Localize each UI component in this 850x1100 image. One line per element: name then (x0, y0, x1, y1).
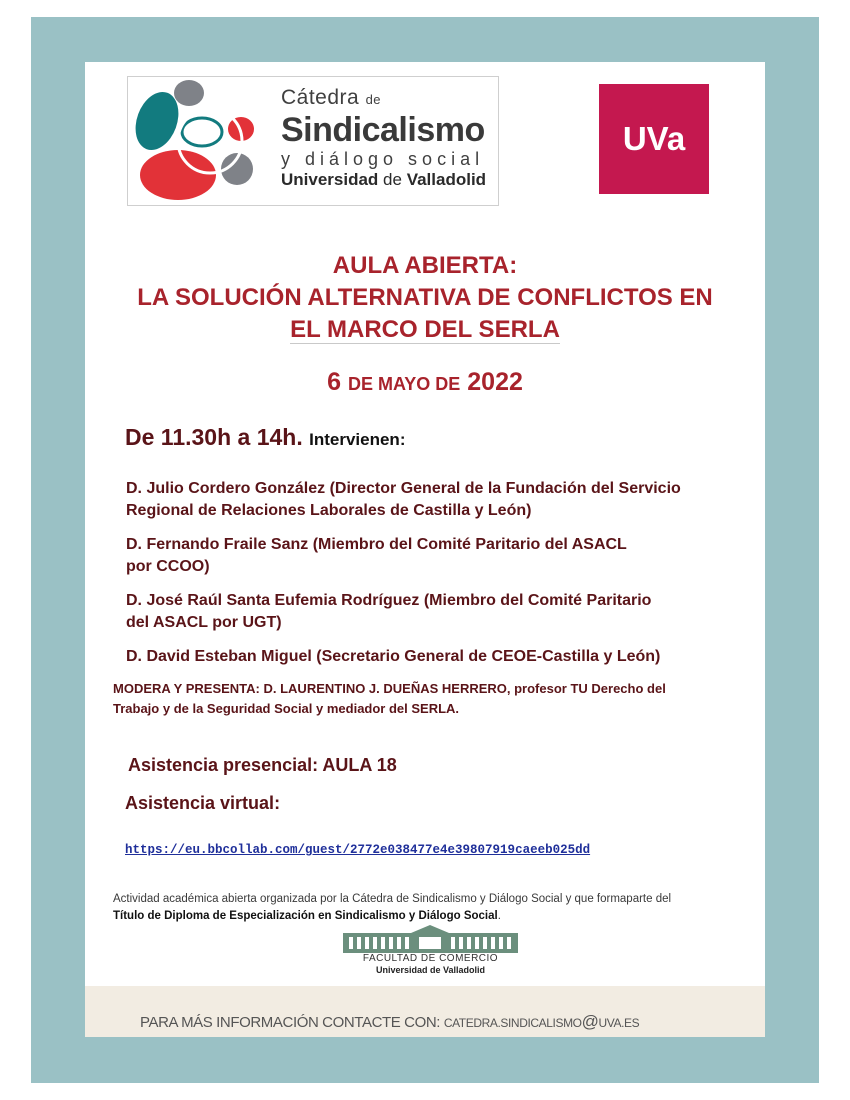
speaker-line: D. David Esteban Miguel (Secretario General de CEOE-Castilla y León) (126, 648, 661, 665)
date-day: 6 (327, 368, 341, 396)
speaker-line: por CCOO) (126, 558, 210, 575)
speaker-item (126, 478, 681, 522)
logo-line2: Sindicalismo (281, 111, 485, 149)
moderator-line: MODERA Y PRESENTA: D. LAURENTINO J. DUEÑAS HERRERO, profesor TU Derecho del (113, 681, 666, 696)
activity-text: Actividad académica abierta organizada por la Cátedra de Sindicalismo y Diálogo Social y que formaparte del (113, 893, 672, 905)
faculty-name: FACULTAD DE COMERCIO (362, 953, 499, 964)
catedra-logo-icon (128, 77, 278, 205)
title-line3-wrap (85, 316, 765, 344)
schedule (125, 424, 405, 451)
contact-label: PARA MÁS INFORMACIÓN CONTACTE CON: (140, 1014, 441, 1031)
date-month: DE MAYO DE (347, 374, 461, 394)
contact-email-at[interactable]: @ (581, 1012, 599, 1031)
contact-email-domain[interactable]: UVA.ES (598, 1016, 640, 1030)
speaker-item (126, 590, 651, 634)
moderator-line: Trabajo y de la Seguridad Social y mediador del SERLA. (113, 701, 460, 716)
attendance-virtual: Asistencia virtual: (125, 793, 281, 813)
catedra-logo-text (281, 87, 486, 191)
contact-line (140, 1012, 639, 1032)
logo-line3: y diálogo social (281, 149, 485, 169)
catedra-logo (127, 76, 499, 206)
speaker-line: D. José Raúl Santa Eufemia Rodríguez (Miembro del Comité Paritario (126, 592, 652, 609)
activity-note (113, 891, 753, 925)
speaker-item (126, 534, 627, 578)
speaker-line: D. Fernando Fraile Sanz (Miembro del Comité Paritario del ASACL (126, 536, 627, 553)
logo-line4a: Universidad (281, 170, 379, 189)
speaker-line: Regional de Relaciones Laborales de Castilla y León) (126, 502, 532, 519)
activity-bold: Título de Diploma de Especialización en Sindicalismo y Diálogo Social (113, 910, 498, 922)
moderator-text (113, 679, 753, 719)
uva-logo: UVa (599, 84, 709, 194)
title-line1: AULA ABIERTA: (332, 252, 518, 279)
logo-line4c: Valladolid (406, 170, 487, 189)
date-year: 2022 (467, 368, 523, 396)
schedule-time: De 11.30h a 14h. (125, 424, 303, 450)
faculty-university: Universidad de Valladolid (375, 965, 486, 975)
speaker-item (126, 646, 660, 668)
title-line2: LA SOLUCIÓN ALTERNATIVA DE CONFLICTOS EN (137, 284, 713, 311)
event-date (85, 368, 765, 397)
logo-line1: Cátedra (281, 86, 360, 109)
virtual-session-link[interactable]: https://eu.bbcollab.com/guest/2772e038477e4e39807919caeeb025dd (125, 843, 591, 857)
contact-email-user[interactable]: CATEDRA.SINDICALISMO (443, 1016, 582, 1030)
title-line3: EL MARCO DEL SERLA (290, 316, 560, 343)
activity-end: . (497, 910, 501, 922)
attendance-in-person: Asistencia presencial: AULA 18 (128, 755, 397, 775)
logo-line1-small: de (365, 92, 382, 107)
speaker-line: D. Julio Cordero González (Director General de la Fundación del Servicio (126, 480, 681, 497)
logo-line4b: de (383, 170, 402, 189)
speaker-line: del ASACL por UGT) (126, 614, 282, 631)
schedule-label: Intervienen: (309, 430, 406, 449)
